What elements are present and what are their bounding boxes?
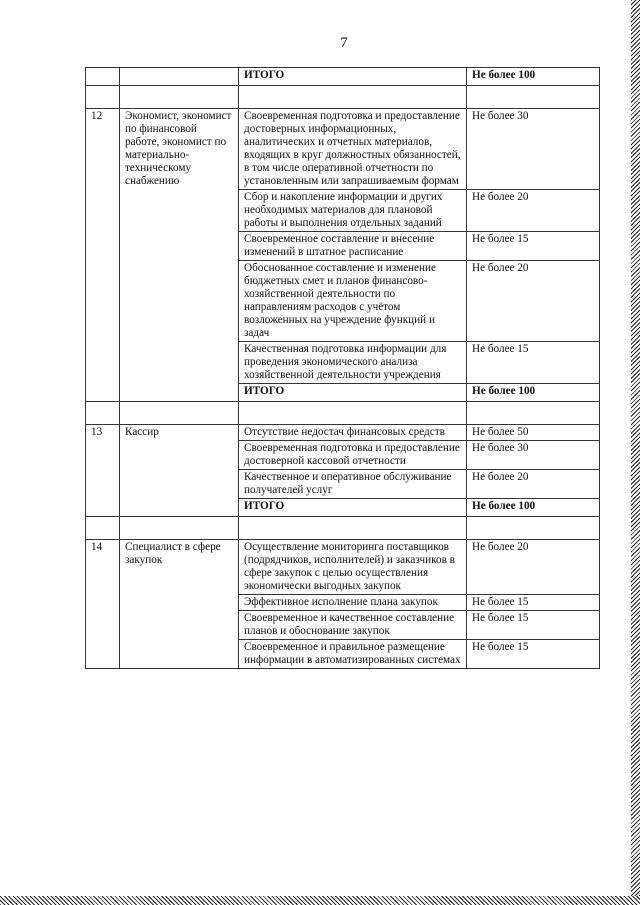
spacer-cell: [467, 402, 600, 425]
row-number: 13: [86, 425, 120, 517]
spacer-cell: [120, 517, 239, 540]
num-cell: [86, 86, 120, 109]
spacer-cell: [120, 402, 239, 425]
position-title: Экономист, экономист по финансовой работе, экономист по материально-техническому снабжению: [120, 109, 239, 402]
position-cell: [120, 86, 239, 109]
criterion-text: Своевременная подготовка и предоставление достоверных информационных, аналитических и отчетных материалов, входящих в круг должностных обязанностей, в том числе оперативной отчетности по установленным или запрашиваемым формам: [239, 109, 467, 190]
spacer-row: [86, 517, 600, 540]
criterion-score: Не более 15: [467, 232, 600, 261]
criterion-text: Своевременное составление и внесение изменений в штатное расписание: [239, 232, 467, 261]
spacer-row: [86, 402, 600, 425]
spacer-cell: [467, 517, 600, 540]
total-row: [86, 68, 600, 86]
criterion-text: Своевременное и правильное размещение информации в автоматизированных системах: [239, 640, 467, 669]
criterion-score: Не более 15: [467, 611, 600, 640]
criterion-row: [86, 109, 600, 190]
position-title: Специалист в сфере закупок: [120, 540, 239, 669]
criterion-score: Не более 20: [467, 540, 600, 595]
criterion-text: Качественное и оперативное обслуживание получателей услуг: [239, 470, 467, 499]
criterion-score: Не более 15: [467, 342, 600, 384]
criterion-text: Сбор и накопление информации и других необходимых материалов для плановой работы и выполнения отдельных заданий: [239, 190, 467, 232]
criterion-score: Не более 20: [467, 470, 600, 499]
criterion-text: Своевременная подготовка и предоставление достоверной кассовой отчетности: [239, 441, 467, 470]
value-cell: [467, 86, 600, 109]
criterion-row: [86, 425, 600, 441]
position-cell: [120, 68, 239, 86]
row-number: 12: [86, 109, 120, 402]
spacer-cell: [86, 517, 120, 540]
row-number: 14: [86, 540, 120, 669]
scan-edge-right: [631, 0, 640, 905]
spacer-cell: [239, 517, 467, 540]
criterion-row: [86, 540, 600, 595]
criterion-score: Не более 50: [467, 425, 600, 441]
total-label: ИТОГО: [239, 384, 467, 402]
spacer-cell: [239, 402, 467, 425]
criterion-text: Эффективное исполнение плана закупок: [239, 595, 467, 611]
criterion-text: Своевременное и качественное составление планов и обоснование закупок: [239, 611, 467, 640]
criterion-score: Не более 15: [467, 595, 600, 611]
criterion-text: Обоснованное составление и изменение бюджетных смет и планов финансово-хозяйственной деятельности по направлениям расходов с учётом возложенных на учреждение функций и задач: [239, 261, 467, 342]
num-cell: [86, 68, 120, 86]
criterion-cell: [239, 86, 467, 109]
criterion-score: Не более 30: [467, 109, 600, 190]
total-label: ИТОГО: [239, 499, 467, 517]
value-cell: Не более 100: [467, 68, 600, 86]
criterion-score: Не более 30: [467, 441, 600, 470]
criterion-score: Не более 20: [467, 261, 600, 342]
criterion-text: Отсутствие недостач финансовых средств: [239, 425, 467, 441]
total-value: Не более 100: [467, 384, 600, 402]
criterion-text: Качественная подготовка информации для проведения экономического анализа хозяйственной деятельности учреждения: [239, 342, 467, 384]
criterion-score: Не более 15: [467, 640, 600, 669]
position-title: Кассир: [120, 425, 239, 517]
criteria-table: [85, 67, 600, 669]
total-value: Не более 100: [467, 499, 600, 517]
spacer-row: [86, 86, 600, 109]
page-number: 7: [340, 35, 348, 51]
criterion-score: Не более 20: [467, 190, 600, 232]
criterion-cell: ИТОГО: [239, 68, 467, 86]
spacer-cell: [86, 402, 120, 425]
criterion-text: Осуществление мониторинга поставщиков (подрядчиков, исполнителей) и заказчиков в сфере закупок с целью осуществления экономически выгодных закупок: [239, 540, 467, 595]
scan-edge-bottom: [0, 896, 640, 905]
